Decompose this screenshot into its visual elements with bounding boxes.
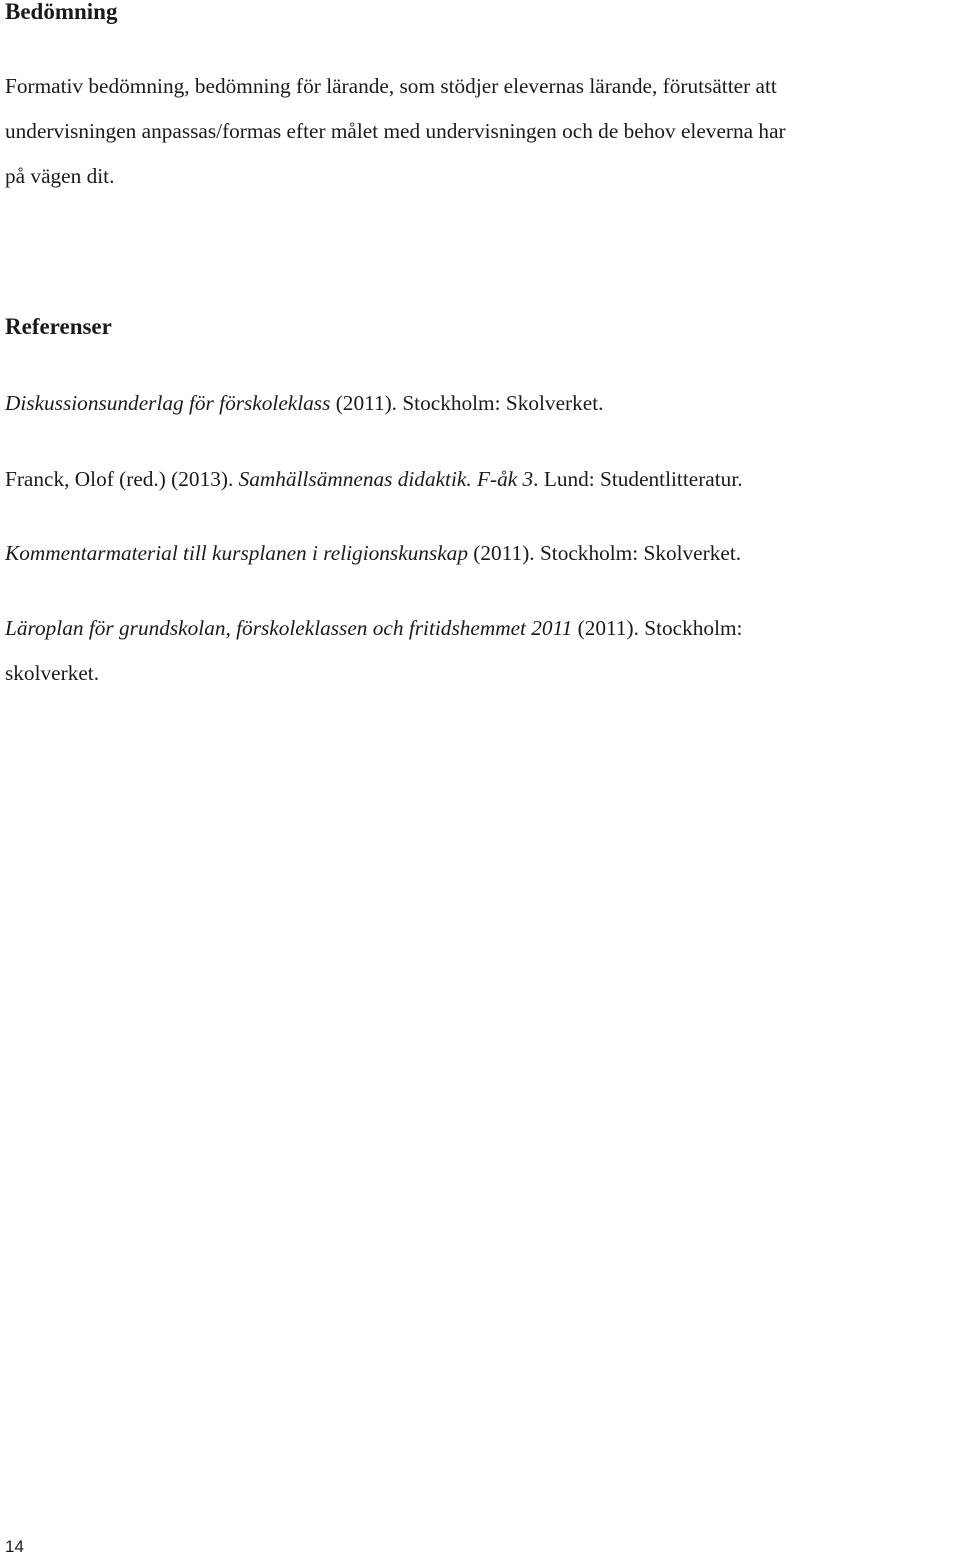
reference-title: Läroplan för grundskolan, förskoleklassen och fritidshemmet 2011 [5,616,573,640]
reference-item [5,606,742,696]
reference-title: Samhällsämnenas didaktik. F-åk 3 [238,467,534,491]
reference-item [5,381,603,426]
paragraph-line: på vägen dit. [5,164,115,188]
reference-title: Diskussionsunderlag för förskoleklass [5,391,331,415]
reference-item [5,457,743,502]
reference-line [5,606,742,651]
reference-item [5,531,741,576]
reference-details: . Lund: Studentlitteratur. [533,467,743,491]
paragraph-line: undervisningen anpassas/formas efter målet med undervisningen och de behov eleverna har [5,119,786,143]
reference-title: Kommentarmaterial till kursplanen i religionskunskap [5,541,468,565]
reference-author: Franck, Olof (red.) (2013). [5,467,239,491]
page-number: 14 [5,1537,24,1556]
section-heading-referenser: Referenser [5,314,112,339]
reference-details: (2011). Stockholm: Skolverket. [330,391,604,415]
intro-paragraph [5,64,786,199]
paragraph-line: Formativ bedömning, bedömning för lärande, som stödjer elevernas lärande, förutsätter att [5,74,777,98]
reference-details: (2011). Stockholm: [572,616,743,640]
section-heading-bedomning: Bedömning [5,0,118,24]
reference-continuation: skolverket. [5,661,100,685]
reference-details: (2011). Stockholm: Skolverket. [467,541,742,565]
